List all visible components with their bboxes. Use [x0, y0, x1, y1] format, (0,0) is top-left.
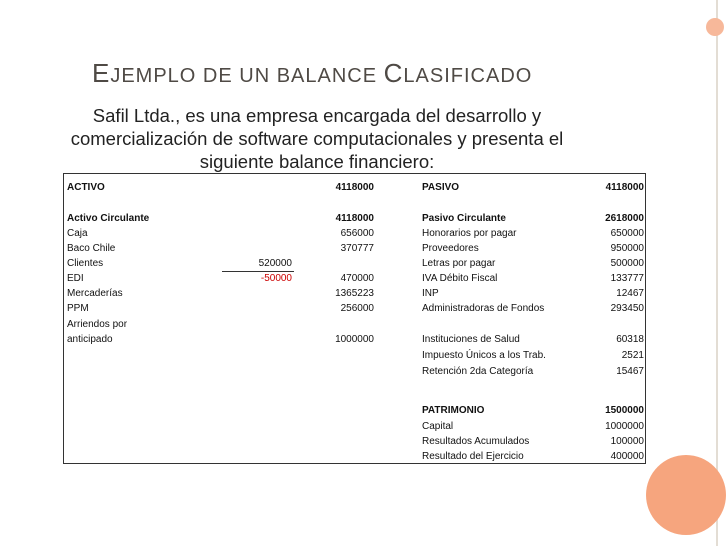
activo-item-label: Mercaderías	[67, 288, 123, 299]
pasivo-item-value: 12467	[616, 288, 644, 299]
activo-circulante-label: Activo Circulante	[67, 213, 150, 224]
pasivo-item-label: Letras por pagar	[422, 258, 496, 269]
pasivo-item-label: Honorarios por pagar	[422, 228, 517, 239]
pasivo-item-label: IVA Débito Fiscal	[422, 273, 498, 284]
table-row	[64, 317, 645, 332]
table-row	[64, 241, 645, 256]
table-row	[64, 226, 645, 241]
activo-item-label: Baco Chile	[67, 243, 116, 254]
circulante-row	[64, 211, 645, 226]
pasivo-item-value: 293450	[610, 303, 644, 314]
slide-subtitle: Safil Ltda., es una empresa encargada del desarrollo y comercialización de software computacionales y presenta el siguiente balance financiero:	[70, 105, 564, 172]
pasivo-item-value: 60318	[616, 334, 644, 345]
pasivo-item-value: 650000	[610, 228, 644, 239]
activo-item-value: 256000	[340, 303, 374, 314]
activo-item-label: Arriendos por	[67, 319, 128, 330]
activo-item-label: PPM	[67, 303, 89, 314]
patrimonio-item-value: 100000	[610, 436, 644, 447]
activo-item-label: Clientes	[67, 258, 104, 269]
activo-item-sub: -50000	[260, 273, 292, 284]
table-row	[64, 332, 645, 347]
pasivo-total: 4118000	[605, 182, 644, 193]
table-row	[64, 419, 645, 434]
activo-item-label: anticipado	[67, 334, 113, 345]
patrimonio-header: PATRIMONIO	[422, 405, 485, 416]
patrimonio-item-value: 1000000	[605, 421, 644, 432]
pasivo-header: PASIVO	[422, 182, 460, 193]
table-row	[64, 271, 645, 286]
pasivo-item-value: 2521	[621, 350, 644, 361]
decorative-circle-bottom	[646, 455, 726, 535]
activo-circulante-value: 4118000	[335, 213, 374, 224]
table-row	[64, 434, 645, 449]
table-row	[64, 364, 645, 379]
pasivo-item-label: Retención 2da Categoría	[422, 366, 534, 377]
pasivo-circulante-value: 2618000	[605, 213, 644, 224]
pasivo-item-value: 133777	[610, 273, 644, 284]
patrimonio-header-row	[64, 403, 645, 418]
patrimonio-item-label: Capital	[422, 421, 454, 432]
patrimonio-item-label: Resultado del Ejercicio	[422, 451, 524, 462]
balance-table	[63, 173, 646, 464]
pasivo-item-value: 15467	[616, 366, 644, 377]
table-row	[64, 348, 645, 363]
pasivo-item-label: Proveedores	[422, 243, 479, 254]
activo-item-value: 370777	[340, 243, 374, 254]
patrimonio-item-value: 400000	[610, 451, 644, 462]
pasivo-item-value: 500000	[610, 258, 644, 269]
table-row	[64, 301, 645, 316]
activo-header: ACTIVO	[67, 182, 105, 193]
activo-item-value: 1365223	[335, 288, 374, 299]
pasivo-circulante-label: Pasivo Circulante	[422, 213, 506, 224]
activo-item-value: 656000	[340, 228, 374, 239]
activo-item-label: Caja	[67, 228, 88, 239]
table-row	[64, 256, 645, 271]
pasivo-item-label: Instituciones de Salud	[422, 334, 520, 345]
pasivo-item-label: Administradoras de Fondos	[422, 303, 545, 314]
slide-title: EJEMPLO DE UN BALANCE CLASIFICADO	[92, 58, 533, 88]
activo-item-label: EDI	[67, 273, 84, 284]
activo-item-sub: 520000	[258, 258, 292, 269]
right-border-line	[716, 0, 718, 546]
activo-total: 4118000	[335, 182, 374, 193]
patrimonio-item-label: Resultados Acumulados	[422, 436, 530, 447]
activo-item-value: 470000	[340, 273, 374, 284]
activo-item-value: 1000000	[335, 334, 374, 345]
decorative-dot-top	[706, 18, 724, 36]
table-row	[64, 449, 645, 464]
pasivo-item-value: 950000	[610, 243, 644, 254]
pasivo-item-label: INP	[422, 288, 439, 299]
pasivo-item-label: Impuesto Únicos a los Trab.	[422, 350, 546, 361]
subtotal-line	[222, 271, 294, 272]
patrimonio-total: 1500000	[605, 405, 644, 416]
table-header-row	[64, 180, 645, 195]
table-row	[64, 286, 645, 301]
